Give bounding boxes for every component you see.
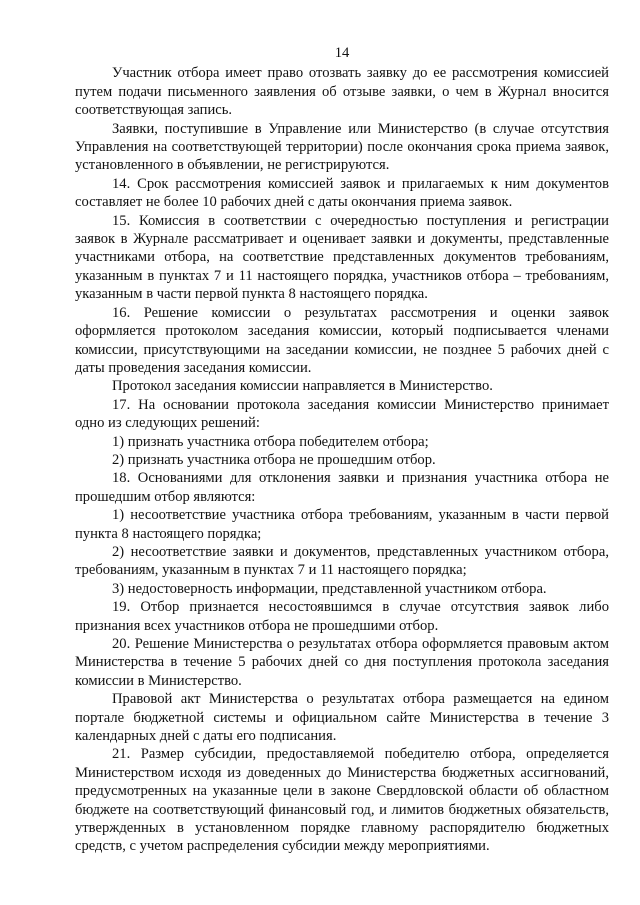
list-item-decision-winner: 1) признать участника отбора победителем отбора;	[112, 433, 429, 450]
page-number: 14	[334, 45, 350, 61]
list-item-ground-1: 1) несоответствие участника отбора требованиям, указанным в части первой пункта 8 настоящего порядка;	[75, 507, 609, 542]
list-item-ground-2: 2) несоответствие заявки и документов, представленных участником отбора, требованиям, указанным в пунктах 7 и 11 настоящего порядка;	[75, 543, 609, 579]
paragraph-21-subsidy-amount: 21. Размер субсидии, предоставляемой победителю отбора, определяется Министерством исходя из доведенных до Министерства бюджетных ассигнований, предусмотренных на указанные цели в законе Свердловской области об областном бюджете на соответствующий финансовый год, и лимитов бюджетных обязательств, утвержденных в установленном порядке главному распорядителю бюджетных средств, с учетом распределения субсидии между мероприятиями.	[75, 746, 609, 855]
document-page	[75, 44, 609, 856]
paragraph-15-commission-review: 15. Комиссия в соответствии с очередностью поступления и регистрации заявок в Журнале рассматривает и оценивает заявки и документы, представленные участниками отбора, на соответствие представленных документов требованиям, указанным в пунктах 7 и 11 настоящего порядка, участников отбора – требованиям, указанным в части первой пункта 8 настоящего порядка.	[75, 212, 609, 303]
paragraph-20-ministry-decision: 20. Решение Министерства о результатах отбора оформляется правовым актом Министерства в течение 5 рабочих дней со дня поступления протокола заседания комиссии в Министерство.	[75, 636, 609, 689]
list-item-decision-not-passed: 2) признать участника отбора не прошедшим отбор.	[112, 451, 436, 468]
paragraph-withdrawal-right: Участник отбора имеет право отозвать заявку до ее рассмотрения комиссией путем подачи письменного заявления об отзыве заявки, о чем в Журнал вносится соответствующая запись.	[75, 65, 609, 119]
list-item-ground-3: 3) недостоверность информации, представленной участником отбора.	[112, 580, 547, 597]
paragraph-16-protocol: 16. Решение комиссии о результатах рассмотрения и оценки заявок оформляется протоколом заседания комиссии, который подписывается членами комиссии, присутствующими на заседании комиссии, не позднее 5 рабочих дней с даты проведения заседания комиссии.	[75, 304, 609, 376]
paragraph-legal-act-publication: Правовой акт Министерства о результатах отбора размещается на едином портале бюджетной системы и официальном сайте Министерства в течение 3 календарных дней с даты его подписания.	[75, 691, 609, 745]
paragraph-protocol-sent: Протокол заседания комиссии направляется в Министерство.	[112, 378, 493, 395]
paragraph-18-rejection-grounds: 18. Основаниями для отклонения заявки и признания участника отбора не прошедшим отбор являются:	[75, 470, 609, 505]
paragraph-17-decisions: 17. На основании протокола заседания комиссии Министерство принимает одно из следующих решений:	[75, 396, 609, 432]
paragraph-14-review-term: 14. Срок рассмотрения комиссией заявок и прилагаемых к ним документов составляет не более 10 рабочих дней с даты окончания приема заявок.	[75, 175, 609, 211]
paragraph-19-failed-selection: 19. Отбор признается несостоявшимся в случае отсутствия заявок либо признания всех участников отбора не прошедшими отбор.	[75, 599, 609, 634]
paragraph-late-applications: Заявки, поступившие в Управление или Министерство (в случае отсутствия Управления на соответствующей территории) после окончания срока приема заявок, установленного в объявлении, не регистрируются.	[75, 120, 609, 174]
